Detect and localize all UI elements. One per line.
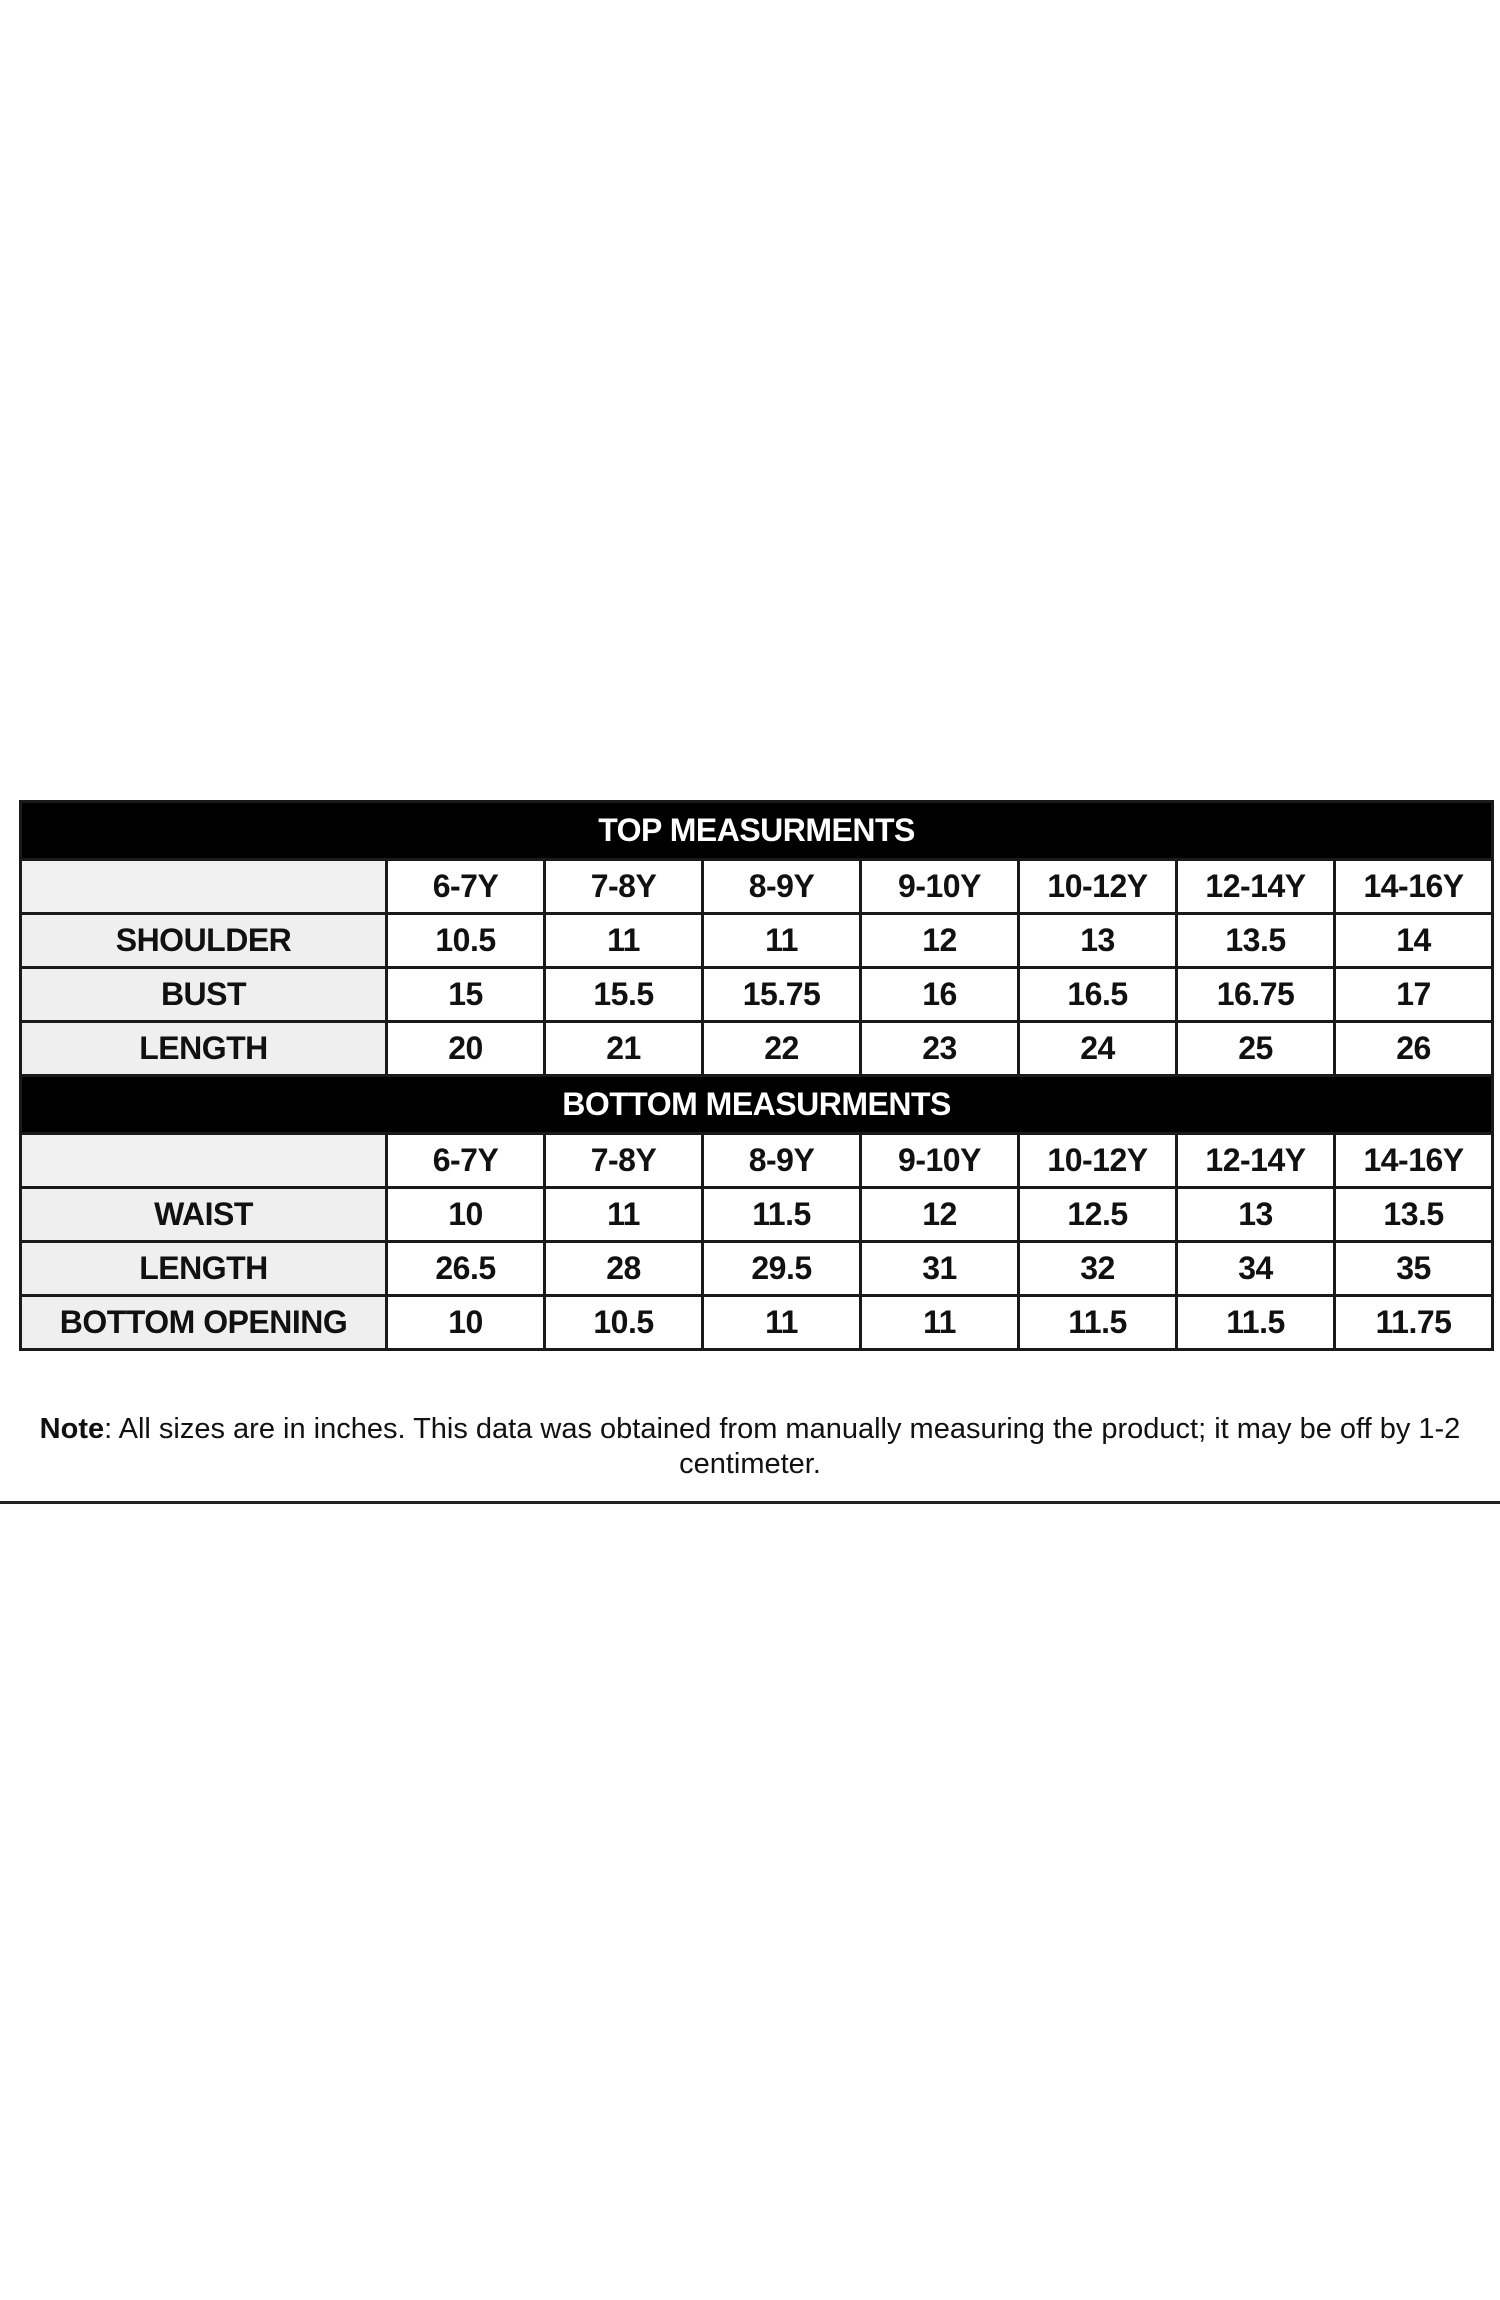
value-cell: 13 bbox=[1019, 914, 1177, 968]
top-size-header-row bbox=[21, 860, 1493, 914]
size-header-cell: 10-12Y bbox=[1019, 860, 1177, 914]
value-cell: 12 bbox=[861, 1188, 1019, 1242]
bottom-section-title: BOTTOM MEASURMENTS bbox=[21, 1076, 1493, 1134]
size-header-cell: 8-9Y bbox=[703, 1134, 861, 1188]
value-cell: 11 bbox=[545, 1188, 703, 1242]
value-cell: 13 bbox=[1177, 1188, 1335, 1242]
value-cell: 35 bbox=[1335, 1242, 1493, 1296]
value-cell: 11 bbox=[703, 914, 861, 968]
size-header-cell: 12-14Y bbox=[1177, 860, 1335, 914]
row-label: WAIST bbox=[21, 1188, 387, 1242]
value-cell: 16 bbox=[861, 968, 1019, 1022]
size-table bbox=[19, 800, 1494, 1351]
size-header-cell: 9-10Y bbox=[861, 860, 1019, 914]
table-row bbox=[21, 1242, 1493, 1296]
value-cell: 15.75 bbox=[703, 968, 861, 1022]
divider bbox=[0, 1501, 1500, 1504]
value-cell: 15.5 bbox=[545, 968, 703, 1022]
value-cell: 17 bbox=[1335, 968, 1493, 1022]
value-cell: 11.75 bbox=[1335, 1296, 1493, 1350]
value-cell: 10.5 bbox=[545, 1296, 703, 1350]
value-cell: 16.5 bbox=[1019, 968, 1177, 1022]
value-cell: 26 bbox=[1335, 1022, 1493, 1076]
value-cell: 11 bbox=[545, 914, 703, 968]
table-row bbox=[21, 914, 1493, 968]
value-cell: 26.5 bbox=[387, 1242, 545, 1296]
value-cell: 10 bbox=[387, 1188, 545, 1242]
top-section-title: TOP MEASURMENTS bbox=[21, 802, 1493, 860]
note-body: : All sizes are in inches. This data was obtained from manually measuring the product; it may be off by 1-2 centimeter. bbox=[104, 1413, 1461, 1480]
value-cell: 23 bbox=[861, 1022, 1019, 1076]
size-chart bbox=[19, 800, 1493, 1351]
size-header-cell: 12-14Y bbox=[1177, 1134, 1335, 1188]
bottom-section-header bbox=[21, 1076, 1493, 1134]
size-header-cell: 6-7Y bbox=[387, 860, 545, 914]
size-header-cell: 7-8Y bbox=[545, 860, 703, 914]
row-label: LENGTH bbox=[21, 1242, 387, 1296]
table-row bbox=[21, 1296, 1493, 1350]
value-cell: 21 bbox=[545, 1022, 703, 1076]
note-label: Note bbox=[39, 1413, 105, 1445]
value-cell: 16.75 bbox=[1177, 968, 1335, 1022]
bottom-size-header-row bbox=[21, 1134, 1493, 1188]
header-blank-cell bbox=[21, 860, 387, 914]
size-header-cell: 9-10Y bbox=[861, 1134, 1019, 1188]
value-cell: 34 bbox=[1177, 1242, 1335, 1296]
row-label: SHOULDER bbox=[21, 914, 387, 968]
value-cell: 32 bbox=[1019, 1242, 1177, 1296]
top-section-header bbox=[21, 802, 1493, 860]
row-label: LENGTH bbox=[21, 1022, 387, 1076]
note-text bbox=[0, 1412, 1500, 1482]
size-header-cell: 14-16Y bbox=[1335, 860, 1493, 914]
value-cell: 11.5 bbox=[1177, 1296, 1335, 1350]
value-cell: 15 bbox=[387, 968, 545, 1022]
row-label: BOTTOM OPENING bbox=[21, 1296, 387, 1350]
size-header-cell: 6-7Y bbox=[387, 1134, 545, 1188]
size-header-cell: 10-12Y bbox=[1019, 1134, 1177, 1188]
value-cell: 10.5 bbox=[387, 914, 545, 968]
table-row bbox=[21, 1188, 1493, 1242]
size-header-cell: 7-8Y bbox=[545, 1134, 703, 1188]
value-cell: 10 bbox=[387, 1296, 545, 1350]
header-blank-cell bbox=[21, 1134, 387, 1188]
value-cell: 25 bbox=[1177, 1022, 1335, 1076]
table-row bbox=[21, 968, 1493, 1022]
value-cell: 12 bbox=[861, 914, 1019, 968]
value-cell: 13.5 bbox=[1335, 1188, 1493, 1242]
size-header-cell: 14-16Y bbox=[1335, 1134, 1493, 1188]
value-cell: 20 bbox=[387, 1022, 545, 1076]
value-cell: 31 bbox=[861, 1242, 1019, 1296]
table-row bbox=[21, 1022, 1493, 1076]
value-cell: 14 bbox=[1335, 914, 1493, 968]
value-cell: 11 bbox=[861, 1296, 1019, 1350]
value-cell: 13.5 bbox=[1177, 914, 1335, 968]
value-cell: 24 bbox=[1019, 1022, 1177, 1076]
value-cell: 28 bbox=[545, 1242, 703, 1296]
row-label: BUST bbox=[21, 968, 387, 1022]
value-cell: 22 bbox=[703, 1022, 861, 1076]
value-cell: 29.5 bbox=[703, 1242, 861, 1296]
value-cell: 12.5 bbox=[1019, 1188, 1177, 1242]
value-cell: 11.5 bbox=[1019, 1296, 1177, 1350]
value-cell: 11 bbox=[703, 1296, 861, 1350]
size-header-cell: 8-9Y bbox=[703, 860, 861, 914]
value-cell: 11.5 bbox=[703, 1188, 861, 1242]
